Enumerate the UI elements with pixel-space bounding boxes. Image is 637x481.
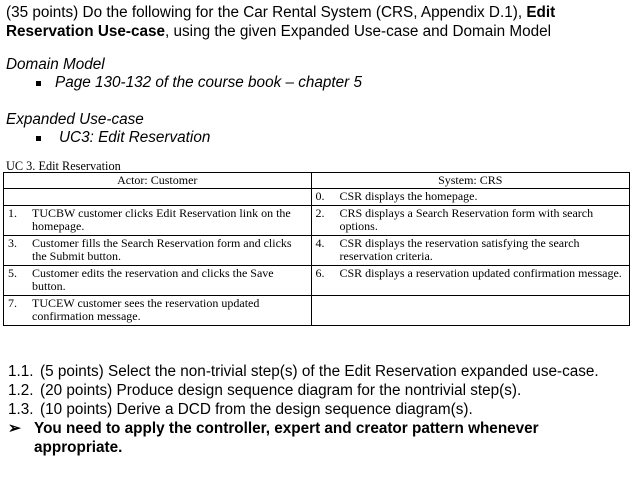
actor-cell bbox=[4, 205, 312, 235]
bullet-square-icon bbox=[36, 136, 41, 141]
system-cell bbox=[311, 189, 630, 206]
step-text: CSR displays the reservation satisfying the search reservation criteria. bbox=[339, 235, 580, 263]
questions-list bbox=[8, 362, 608, 457]
system-cell bbox=[311, 205, 630, 235]
step-number: 6. bbox=[315, 265, 325, 280]
usecase-table bbox=[3, 172, 630, 326]
system-header: System: CRS bbox=[311, 173, 630, 189]
expanded-usecase-heading: Expanded Use-case bbox=[6, 111, 144, 128]
list-item bbox=[8, 381, 608, 400]
question-number: 1.3. bbox=[8, 401, 34, 418]
step-text: TUCBW customer clicks Edit Reservation link on the homepage. bbox=[32, 205, 291, 233]
step-text: CSR displays a reservation updated confirmation message. bbox=[339, 265, 622, 280]
table-row bbox=[4, 189, 630, 206]
actor-cell bbox=[4, 235, 312, 265]
question-number: 1.1. bbox=[8, 363, 34, 380]
usecase-table-title: UC 3. Edit Reservation bbox=[6, 159, 121, 173]
system-cell-empty bbox=[311, 295, 630, 325]
step-number: 4. bbox=[315, 235, 325, 250]
pattern-note bbox=[8, 419, 608, 457]
bullet-square-icon bbox=[36, 81, 41, 86]
table-row bbox=[4, 265, 630, 295]
question-text: (20 points) Produce design sequence diagram for the nontrivial step(s). bbox=[40, 382, 522, 399]
step-text: Customer edits the reservation and clicks the Save button. bbox=[32, 265, 274, 293]
step-text: TUCEW customer sees the reservation updated confirmation message. bbox=[32, 295, 260, 323]
table-row bbox=[4, 295, 630, 325]
usecase-header-row bbox=[4, 173, 630, 189]
step-number: 5. bbox=[8, 265, 17, 280]
step-text: Customer fills the Search Reservation form and clicks the Submit button. bbox=[32, 235, 292, 263]
step-number: 3. bbox=[8, 235, 17, 250]
domain-model-heading: Domain Model bbox=[6, 56, 105, 73]
step-number: 0. bbox=[315, 189, 325, 203]
step-number: 1. bbox=[8, 205, 17, 220]
actor-header: Actor: Customer bbox=[4, 173, 312, 189]
expanded-usecase-bullet: UC3: Edit Reservation bbox=[59, 129, 211, 146]
table-row bbox=[4, 235, 630, 265]
actor-cell bbox=[4, 265, 312, 295]
step-text: CRS displays a Search Reservation form with search options. bbox=[339, 205, 594, 233]
intro-bold-usecase: Edit Reservation Use-case bbox=[6, 4, 556, 40]
intro-text-2: , using the given Expanded Use-case and Domain Model bbox=[165, 23, 552, 40]
domain-model-bullet: Page 130-132 of the course book – chapter 5 bbox=[55, 74, 363, 91]
system-cell bbox=[311, 265, 630, 295]
question-text: (10 points) Derive a DCD from the design sequence diagram(s). bbox=[40, 401, 473, 418]
intro-text-1: (35 points) Do the following for the Car Rental System (CRS, Appendix D.1), bbox=[6, 4, 527, 21]
actor-cell bbox=[4, 295, 312, 325]
question-text: (5 points) Select the non-trivial step(s) of the Edit Reservation expanded use-case. bbox=[40, 363, 599, 380]
system-cell bbox=[311, 235, 630, 265]
step-number: 2. bbox=[315, 205, 325, 220]
list-item bbox=[8, 362, 608, 381]
question-number: 1.2. bbox=[8, 382, 34, 399]
step-text: CSR displays the homepage. bbox=[339, 189, 478, 203]
table-row bbox=[4, 205, 630, 235]
list-item bbox=[8, 400, 608, 419]
note-text: You need to apply the controller, expert and creator pattern whenever appropriate. bbox=[34, 420, 539, 456]
arrow-bullet-icon: ➢ bbox=[8, 420, 21, 437]
actor-cell-empty bbox=[4, 189, 312, 206]
step-number: 7. bbox=[8, 295, 17, 310]
intro-paragraph bbox=[6, 3, 631, 41]
